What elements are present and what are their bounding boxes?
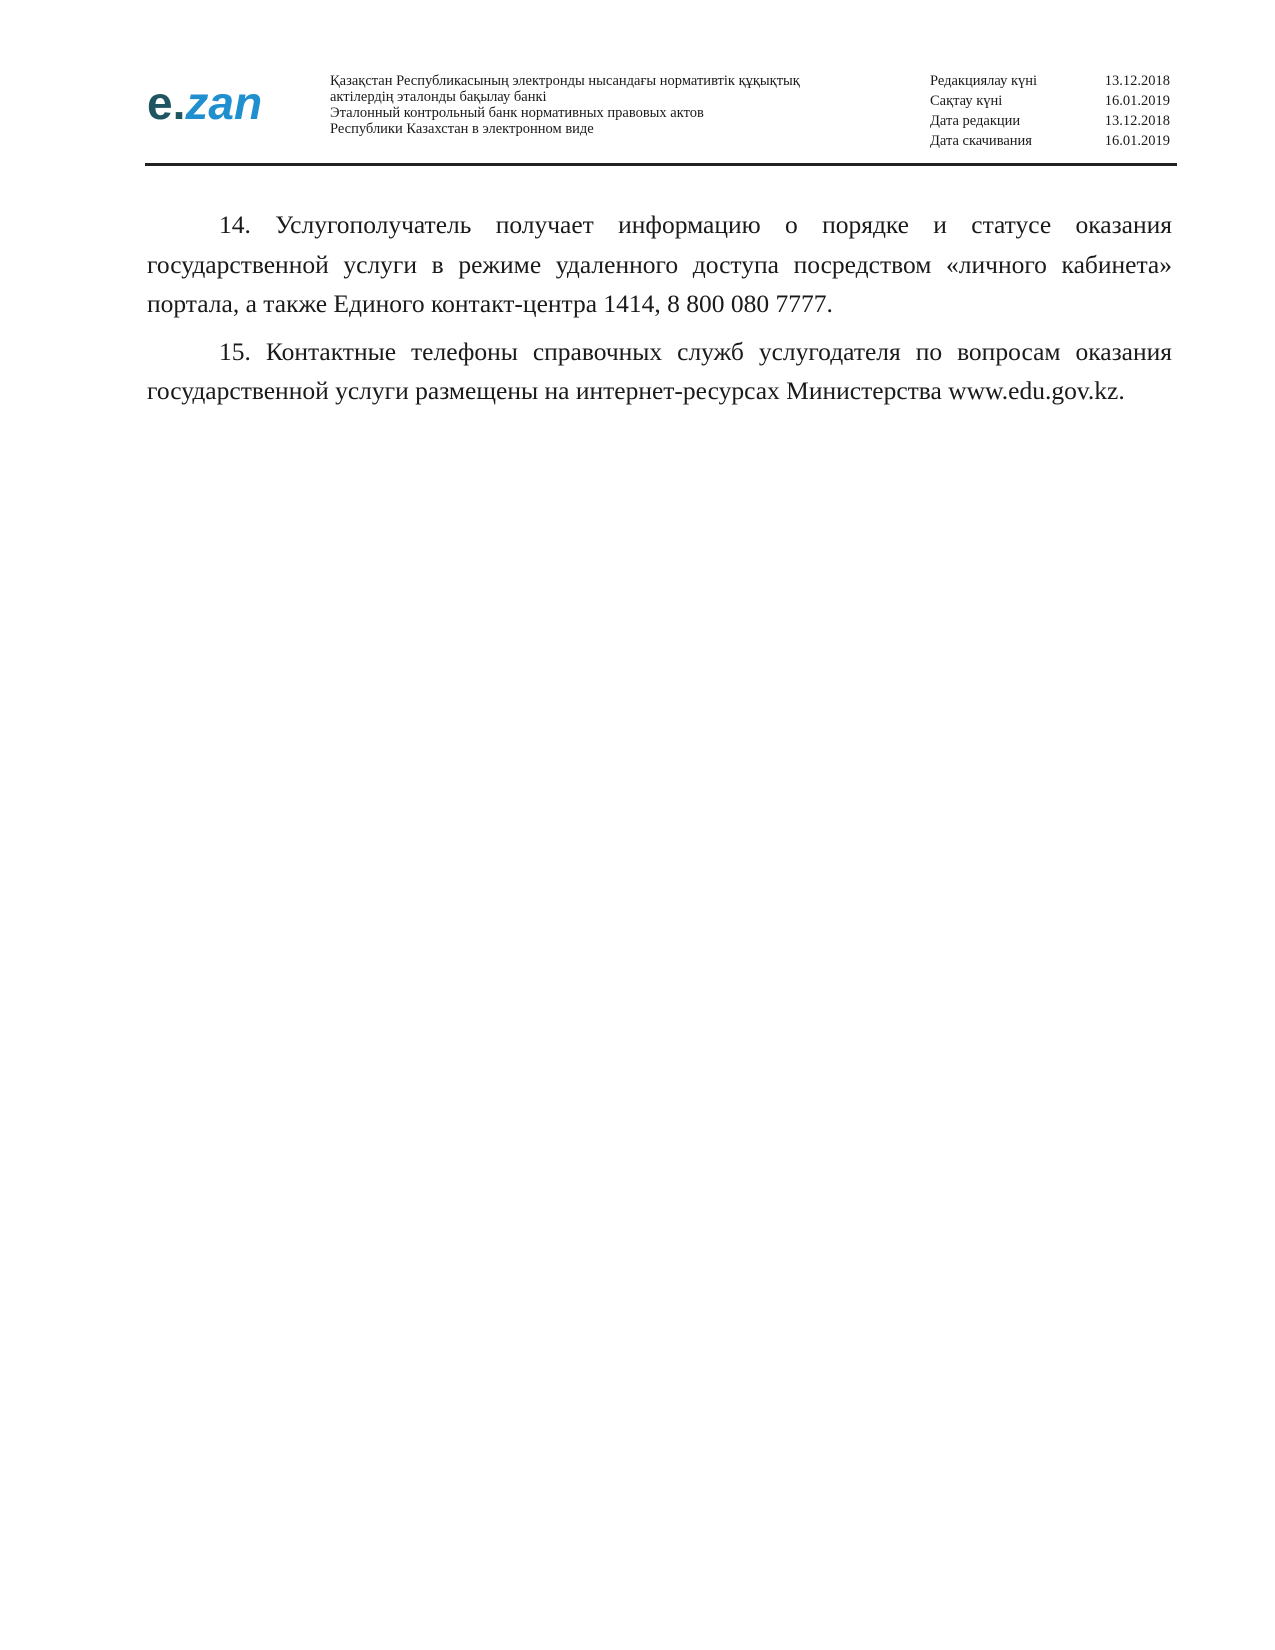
meta-value: 13.12.2018	[1104, 113, 1170, 129]
meta-value: 16.01.2019	[1104, 133, 1170, 149]
header-description-line: Эталонный контрольный банк нормативных правовых актов	[330, 105, 704, 121]
meta-row-edit-date-ru	[930, 111, 1170, 131]
header-meta-table	[930, 71, 1170, 151]
logo-e: e	[147, 77, 173, 129]
meta-value: 16.01.2019	[1104, 93, 1170, 109]
meta-label: Редакциялау күні	[930, 73, 1038, 89]
logo-zan: zan	[185, 77, 263, 129]
document-body	[147, 205, 1172, 419]
paragraph-14: 14. Услугополучатель получает информацию о порядке и статусе оказания государственной услуги в режиме удаленного доступа посредством «личного кабинета» портала, а также Единого контакт-центра 1414, 8 800 080 7777.	[147, 210, 1172, 318]
meta-value: 13.12.2018	[1104, 73, 1170, 89]
header-description-line: актілердің эталонды бақылау банкі	[330, 89, 547, 105]
header-description	[330, 73, 890, 137]
meta-label: Сақтау күні	[930, 93, 1003, 109]
meta-label: Дата скачивания	[930, 133, 1032, 149]
header-divider	[145, 163, 1177, 166]
meta-row-download-date-ru	[930, 131, 1170, 151]
ezan-logo	[147, 77, 263, 129]
meta-label: Дата редакции	[930, 113, 1021, 129]
meta-row-edit-date-kz	[930, 71, 1170, 91]
paragraph-15: 15. Контактные телефоны справочных служб услугодателя по вопросам оказания государственной услуги размещены на интернет-ресурсах Министерства www.edu.gov.kz.	[147, 336, 1172, 405]
header-description-line: Республики Казахстан в электронном виде	[330, 121, 594, 137]
logo-dot: .	[172, 77, 186, 129]
header-description-line: Қазақстан Республикасының электронды нысандағы нормативтік құқықтық	[330, 73, 800, 89]
meta-row-save-date-kz	[930, 91, 1170, 111]
document-header	[145, 68, 1175, 164]
